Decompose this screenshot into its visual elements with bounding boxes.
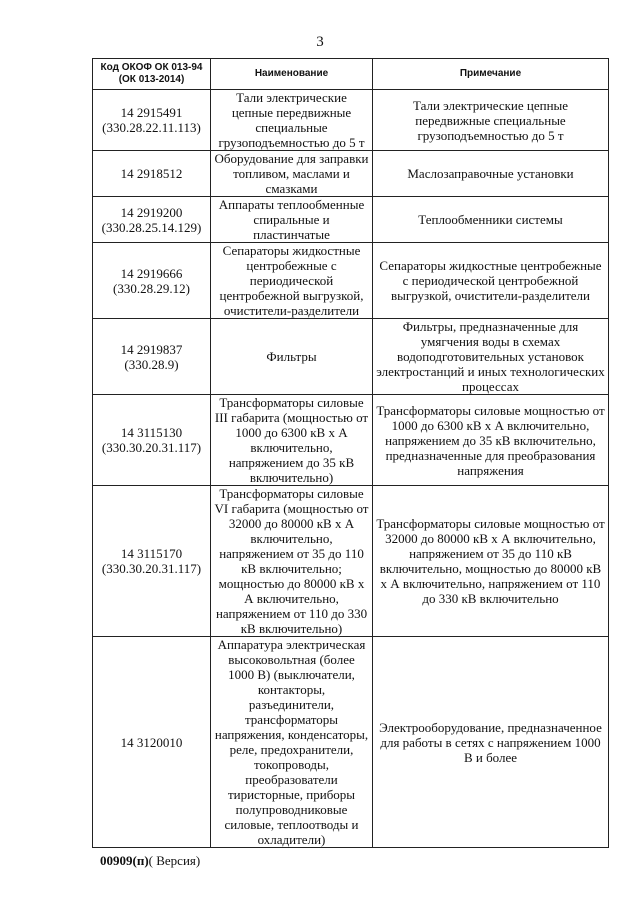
row-code: 14 2919666 (330.28.29.12) [93, 243, 211, 319]
footer-version-label: ( Версия) [148, 853, 201, 868]
row-name: Тали электрические цепные передвижные специальные грузоподъемностью до 5 т [211, 90, 373, 151]
row-name: Трансформаторы силовые VI габарита (мощностью от 32000 до 80000 кВ х А включительно, напряжением от 35 до 110 кВ включительно; мощностью до 80000 кВ х А включительно, напряжением от 110 до 330 кВ включительно) [211, 486, 373, 637]
row-name: Оборудование для заправки топливом, маслами и смазками [211, 151, 373, 197]
row-note: Тали электрические цепные передвижные специальные грузоподъемностью до 5 т [373, 90, 609, 151]
row-code: 14 3115170 (330.30.20.31.117) [93, 486, 211, 637]
okof-table [92, 58, 609, 848]
row-name: Аппаратура электрическая высоковольтная (более 1000 В) (выключатели, контакторы, разъединители, трансформаторы напряжения, конденсаторы, реле, предохранители, токопроводы, преобразователи тиристорные, приборы полупроводниковые силовые, теплоотводы и охладители) [211, 637, 373, 848]
footer-document-code: 00909(п) [100, 853, 149, 868]
row-note: Теплообменники системы [373, 197, 609, 243]
row-code: 14 2919200 (330.28.25.14.129) [93, 197, 211, 243]
row-note: Трансформаторы силовые мощностью от 1000 до 6300 кВ х А включительно, напряжением до 35 кВ включительно, предназначенные для преобразования напряжения [373, 395, 609, 486]
document-footer [100, 853, 200, 869]
table-row [93, 395, 609, 486]
row-name: Сепараторы жидкостные центробежные с периодической центробежной выгрузкой, очистители-разделители [211, 243, 373, 319]
table-row [93, 486, 609, 637]
row-name: Трансформаторы силовые III габарита (мощностью от 1000 до 6300 кВ х А включительно, напряжением до 35 кВ включительно) [211, 395, 373, 486]
row-name: Фильтры [211, 319, 373, 395]
row-note: Маслозаправочные установки [373, 151, 609, 197]
table-row [93, 243, 609, 319]
row-note: Трансформаторы силовые мощностью от 32000 до 80000 кВ х А включительно, напряжением от 35 до 110 кВ включительно, мощностью до 80000 кВ х А включительно, напряжением от 110 до 330 кВ включительно [373, 486, 609, 637]
row-note: Электрооборудование, предназначенное для работы в сетях с напряжением 1000 В и более [373, 637, 609, 848]
table-row [93, 151, 609, 197]
row-code: 14 3120010 [93, 637, 211, 848]
table-header-row [93, 59, 609, 90]
row-note: Сепараторы жидкостные центробежные с периодической центробежной выгрузкой, очистители-разделители [373, 243, 609, 319]
row-code: 14 3115130 (330.30.20.31.117) [93, 395, 211, 486]
row-name: Аппараты теплообменные спиральные и пластинчатые [211, 197, 373, 243]
table-row [93, 319, 609, 395]
header-name: Наименование [211, 59, 373, 90]
page-number: 3 [316, 34, 324, 50]
row-note: Фильтры, предназначенные для умягчения воды в схемах водоподготовительных установок электростанций и иных технологических процессах [373, 319, 609, 395]
row-code: 14 2915491 (330.28.22.11.113) [93, 90, 211, 151]
row-code: 14 2919837 (330.28.9) [93, 319, 211, 395]
header-note: Примечание [373, 59, 609, 90]
table-row [93, 90, 609, 151]
row-code: 14 2918512 [93, 151, 211, 197]
table-row [93, 637, 609, 848]
table-row [93, 197, 609, 243]
header-code: Код ОКОФ ОК 013-94 (ОК 013-2014) [93, 59, 211, 90]
